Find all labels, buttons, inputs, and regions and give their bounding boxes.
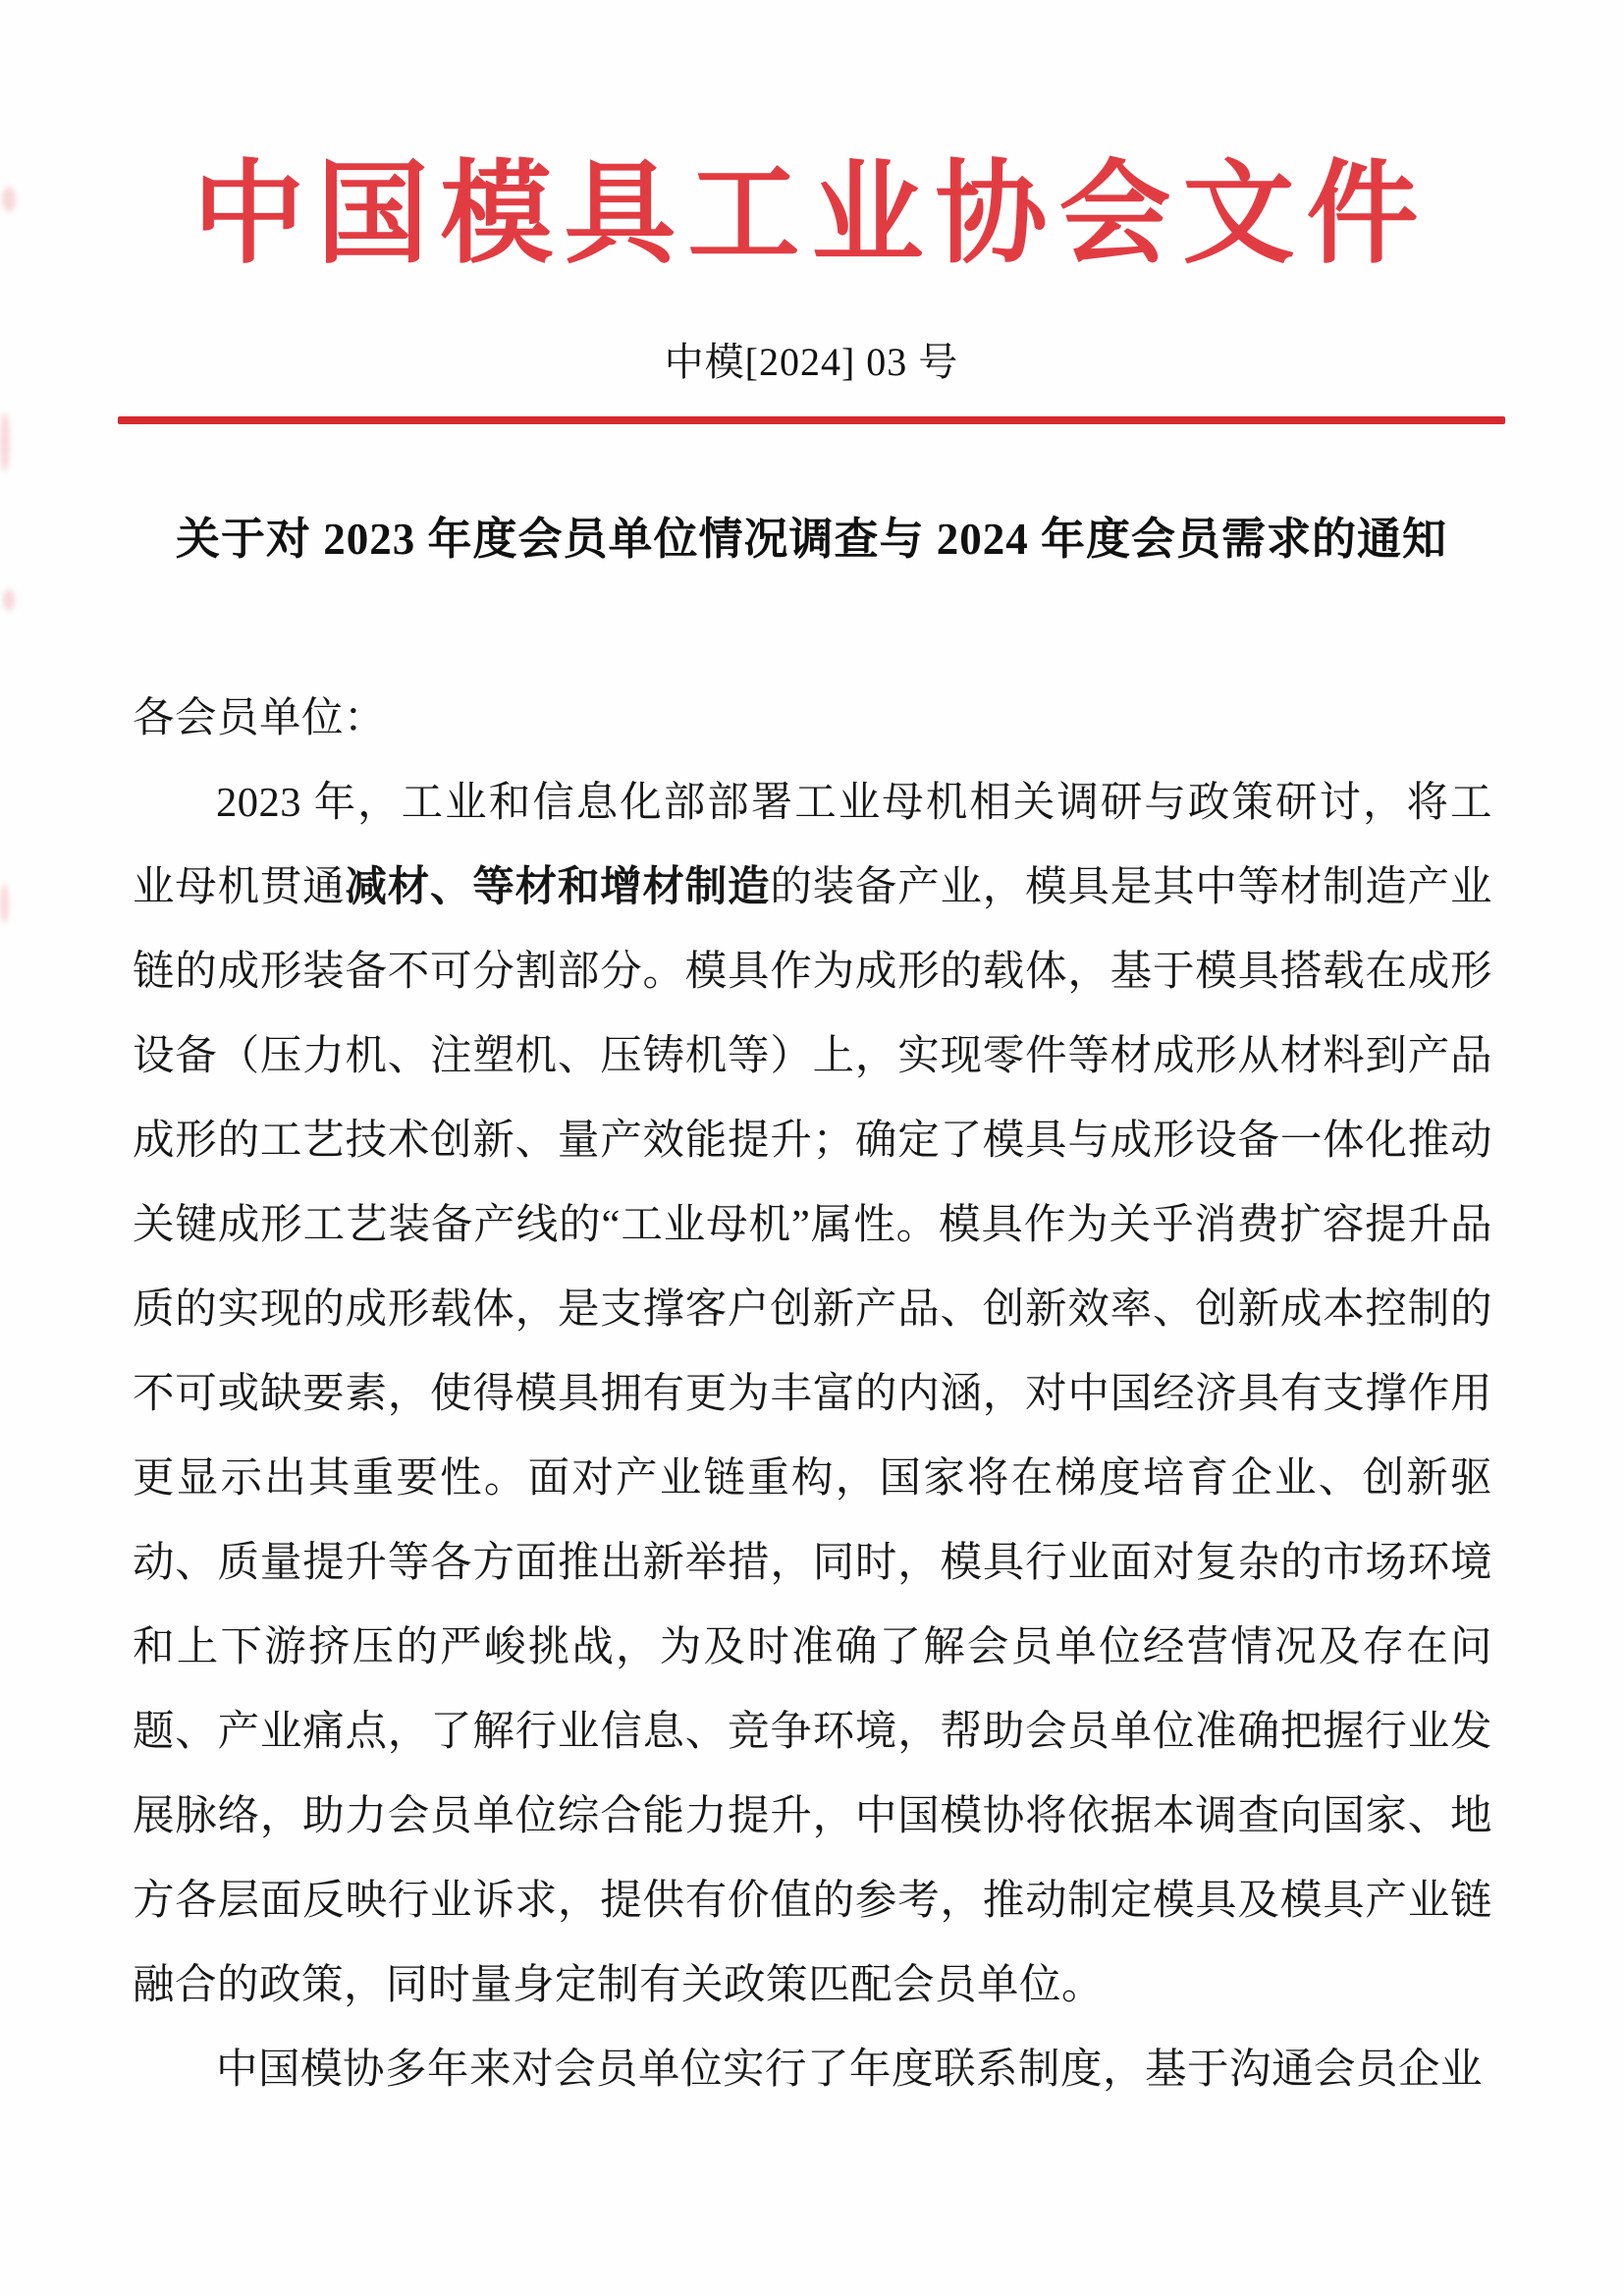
document-header-title: 中国模具工业协会文件 <box>192 152 1431 277</box>
paragraph-text: 2023 年，工业和信息化部部署工业母机相关调研与政策研讨，将工业母机贯通 <box>133 779 1492 910</box>
document-number: 中模[2024] 03 号 <box>664 339 959 384</box>
bold-emphasis-text: 减材、等材和增材制造 <box>345 863 771 910</box>
salutation: 各会员单位： <box>133 694 387 741</box>
red-divider-line <box>118 416 1505 424</box>
scan-artifact <box>0 884 9 923</box>
body-paragraph <box>133 761 1492 2028</box>
scan-artifact <box>0 412 10 471</box>
document-body <box>133 677 1492 2112</box>
scan-artifact <box>2 187 16 212</box>
paragraph-container <box>133 761 1492 2112</box>
body-paragraph <box>133 2028 1492 2112</box>
scan-artifact <box>3 589 15 611</box>
document-title: 关于对 2023 年度会员单位情况调查与 2024 年度会员需求的通知 <box>175 514 1447 564</box>
paragraph-text: 中国模协多年来对会员单位实行了年度联系制度，基于沟通会员企业 <box>216 2046 1484 2093</box>
paragraph-text: 的装备产业，模具是其中等材制造产业链的成形装备不可分割部分。模具作为成形的载体，基于模具搭载在成形设备（压力机、注塑机、压铸机等）上，实现零件等材成形从材料到产品成形的工艺技术创新、量产效能提升；确定了模具与成形设备一体化推动关键成形工艺装备产线的“工业母机”属性。模具作为关乎消费扩容提升品质的实现的成形载体，是支撑客户创新产品、创新效率、创新成本控制的不可或缺要素，使得模具拥有更为丰富的内涵，对中国经济具有支撑作用更显示出其重要性。面对产业链重构，国家将在梯度培育企业、创新驱动、质量提升等各方面推出新举措，同时，模具行业面对复杂的市场环境和上下游挤压的严峻挑战，为及时准确了解会员单位经营情况及存在问题、产业痛点，了解行业信息、竞争环境，帮助会员单位准确把握行业发展脉络，助力会员单位综合能力提升，中国模协将依据本调查向国家、地方各层面反映行业诉求，提供有价值的参考，推动制定模具及模具产业链融合的政策，同时量身定制有关政策匹配会员单位。 <box>133 863 1492 2008</box>
